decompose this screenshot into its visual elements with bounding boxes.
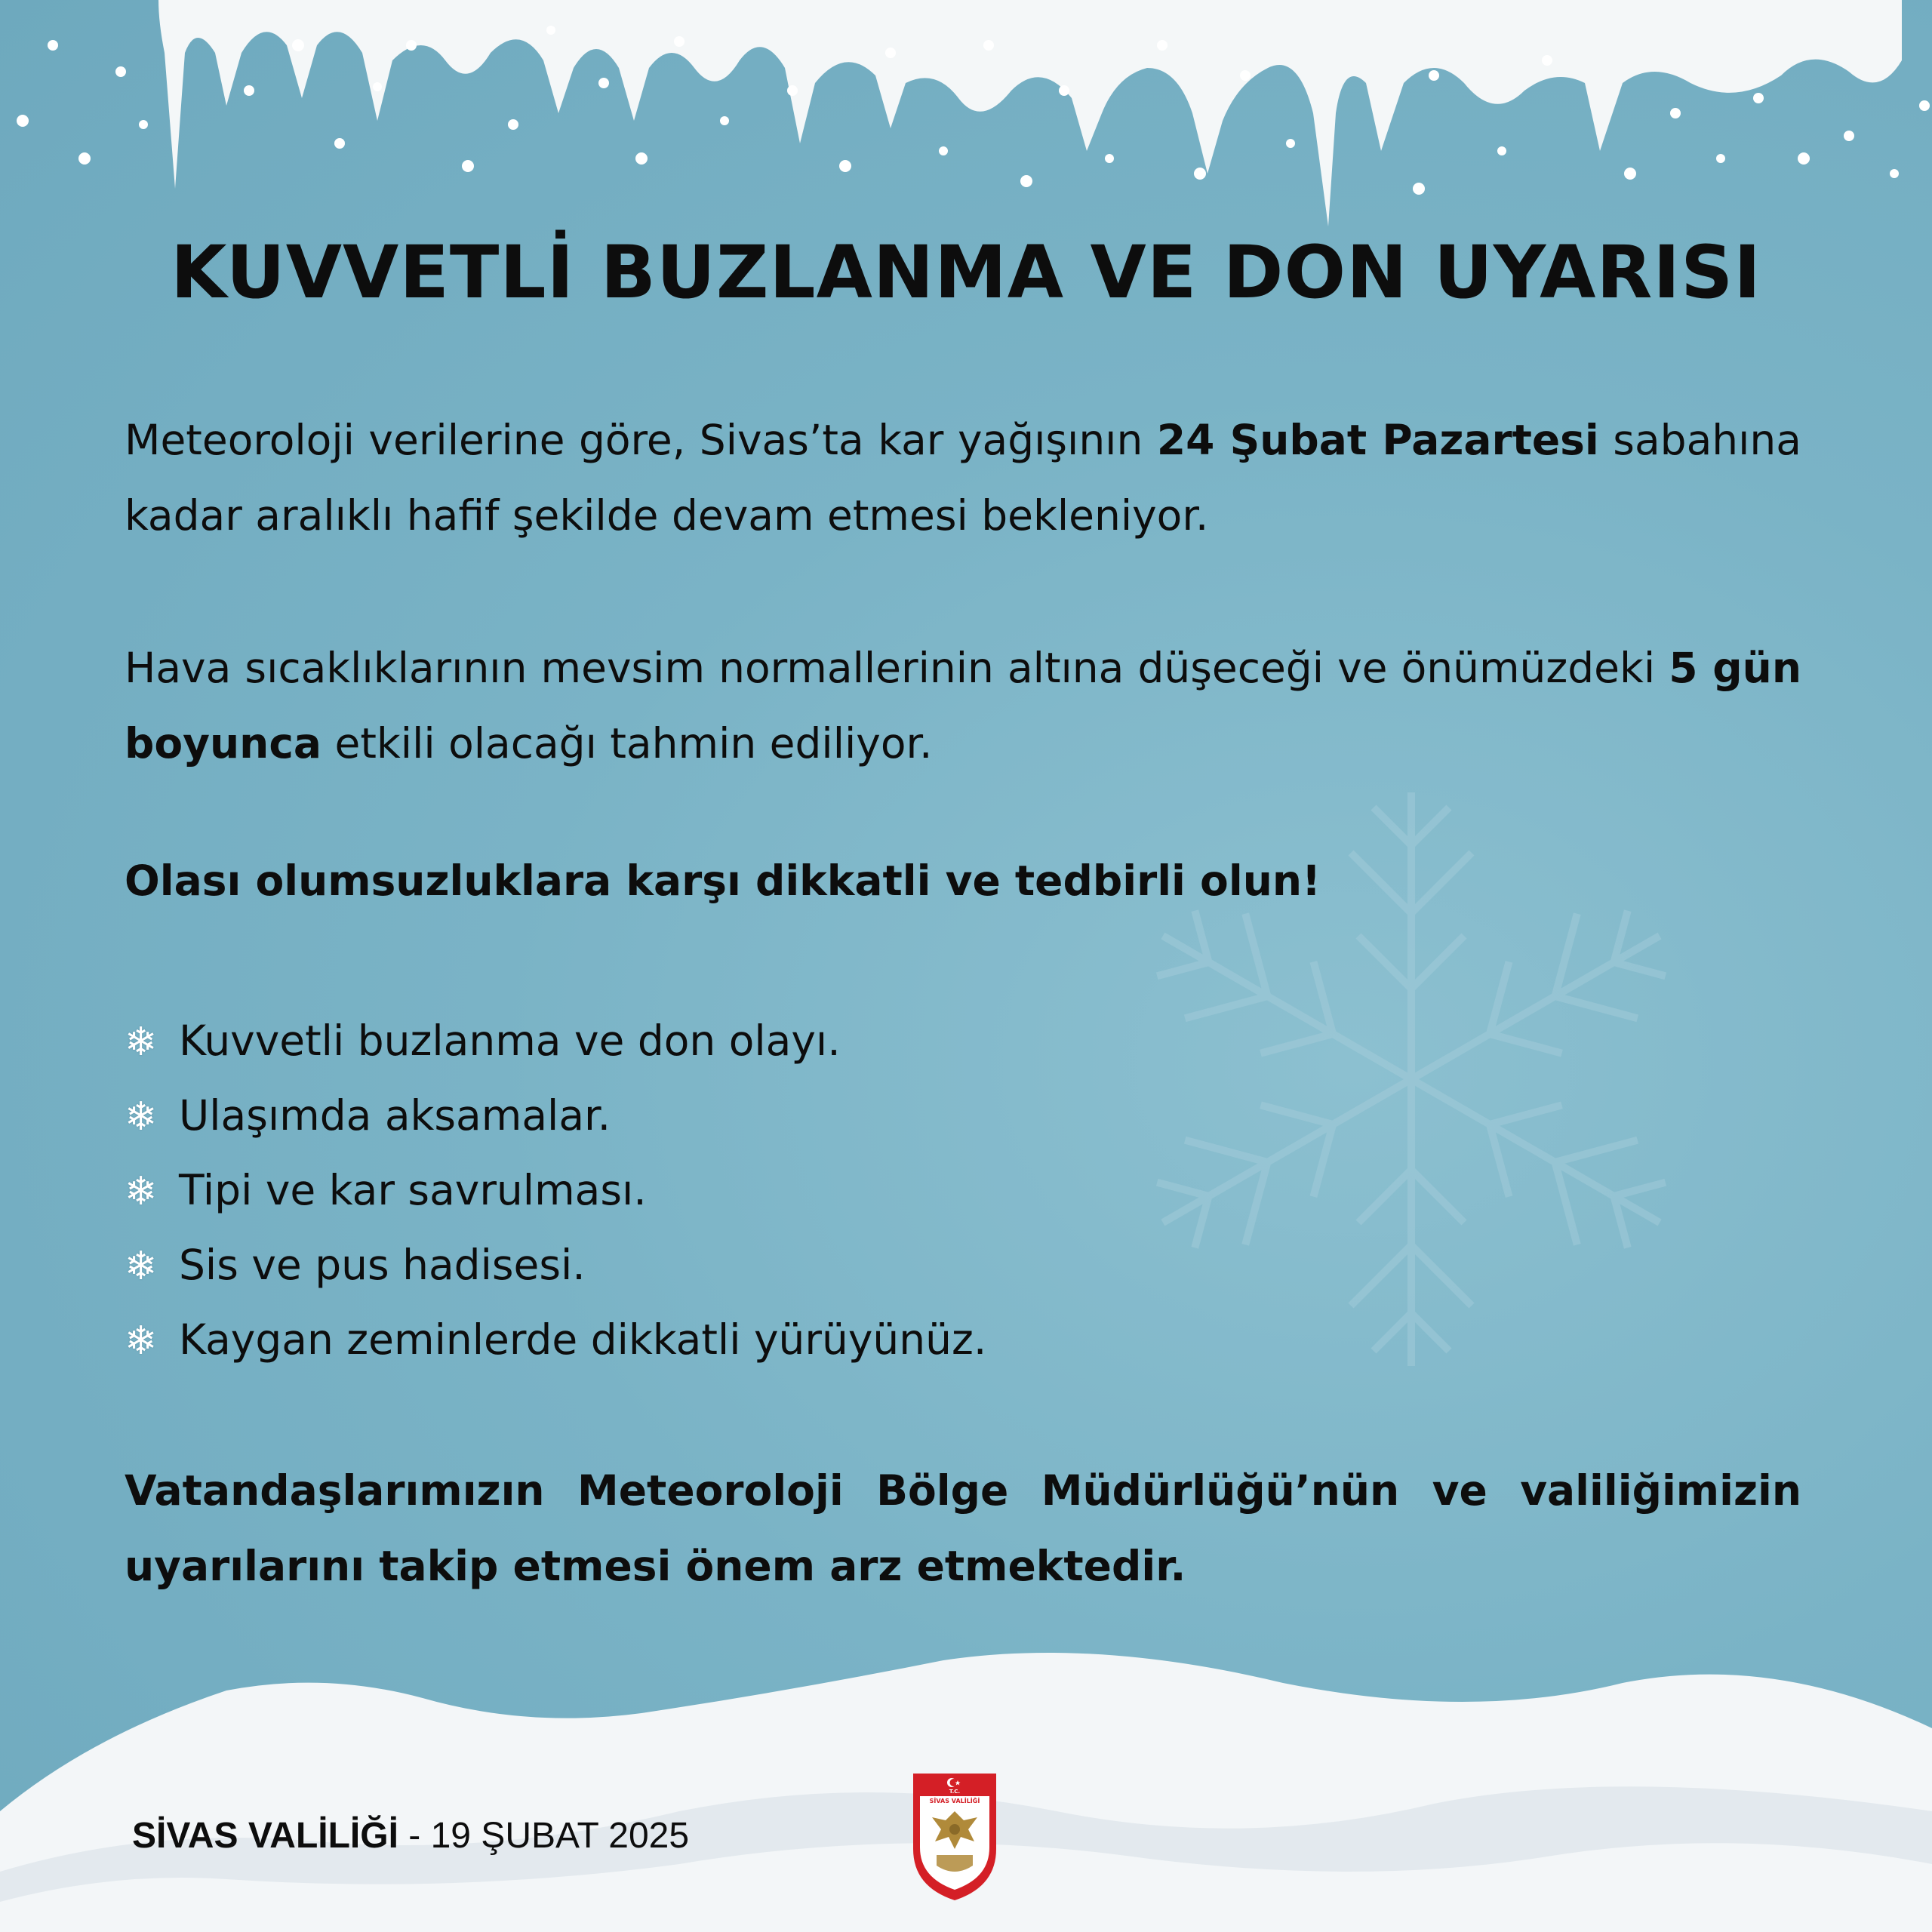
page-title: KUVVETLİ BUZLANMA VE DON UYARISI [171, 230, 1761, 315]
footer [132, 1815, 689, 1857]
closing-paragraph: Vatandaşlarımızın Meteoroloji Bölge Müdürlüğü’nün ve valiliğimizin uyarılarını takip etmesi önem arz etmektedir. [125, 1466, 1801, 1590]
hazard-text: Sis ve pus hadisesi. [179, 1241, 586, 1289]
paragraph2-text-start: Hava sıcaklıklarının mevsim normallerinin altına düşeceği ve önümüzdeki [125, 644, 1669, 692]
temperature-paragraph [125, 630, 1801, 781]
hazard-text: Ulaşımda aksamalar. [179, 1091, 611, 1140]
snowflake-icon: ❄ [125, 1318, 158, 1364]
paragraph1-date-highlight: 24 Şubat Pazartesi [1156, 416, 1599, 464]
snowflake-icon: ❄ [125, 1244, 158, 1289]
paragraph1-text-end: sabahına kadar aralıklı hafif şekilde devam etmesi bekleniyor. [125, 416, 1801, 540]
paragraph2-text-end: etkili olacağı tahmin ediliyor. [321, 719, 933, 768]
list-item [125, 1078, 986, 1153]
hazard-text: Tipi ve kar savrulması. [179, 1166, 647, 1214]
publish-date: - 19 ŞUBAT 2025 [398, 1816, 690, 1856]
forecast-paragraph [125, 402, 1801, 553]
paragraph2-duration-highlight: 5 gün boyunca [125, 644, 1801, 768]
warning-heading: Olası olumsuzluklara karşı dikkatli ve tedbirli olun! [125, 857, 1321, 905]
snowflake-icon: ❄ [125, 1094, 158, 1140]
list-item [125, 1004, 986, 1078]
organization-name: SİVAS VALİLİĞİ [132, 1816, 398, 1856]
icicles [158, 0, 1902, 226]
snowflake-icon: ❄ [125, 1169, 158, 1214]
sivas-valiligi-emblem-icon [909, 1766, 1000, 1902]
list-item [125, 1153, 986, 1228]
paragraph1-text-start: Meteoroloji verilerine göre, Sivas’ta kar yağışının [125, 416, 1157, 464]
snowflake-icon: ❄ [125, 1020, 158, 1065]
list-item [125, 1303, 986, 1377]
hazard-text: Kuvvetli buzlanma ve don olayı. [179, 1017, 841, 1065]
emblem-tc-text: T.C. [949, 1789, 961, 1795]
hazard-text: Kaygan zeminlerde dikkatli yürüyünüz. [179, 1315, 987, 1364]
emblem-title-text: SİVAS VALİLİĞİ [929, 1798, 980, 1804]
list-item [125, 1228, 986, 1303]
hazard-list [125, 1004, 986, 1377]
